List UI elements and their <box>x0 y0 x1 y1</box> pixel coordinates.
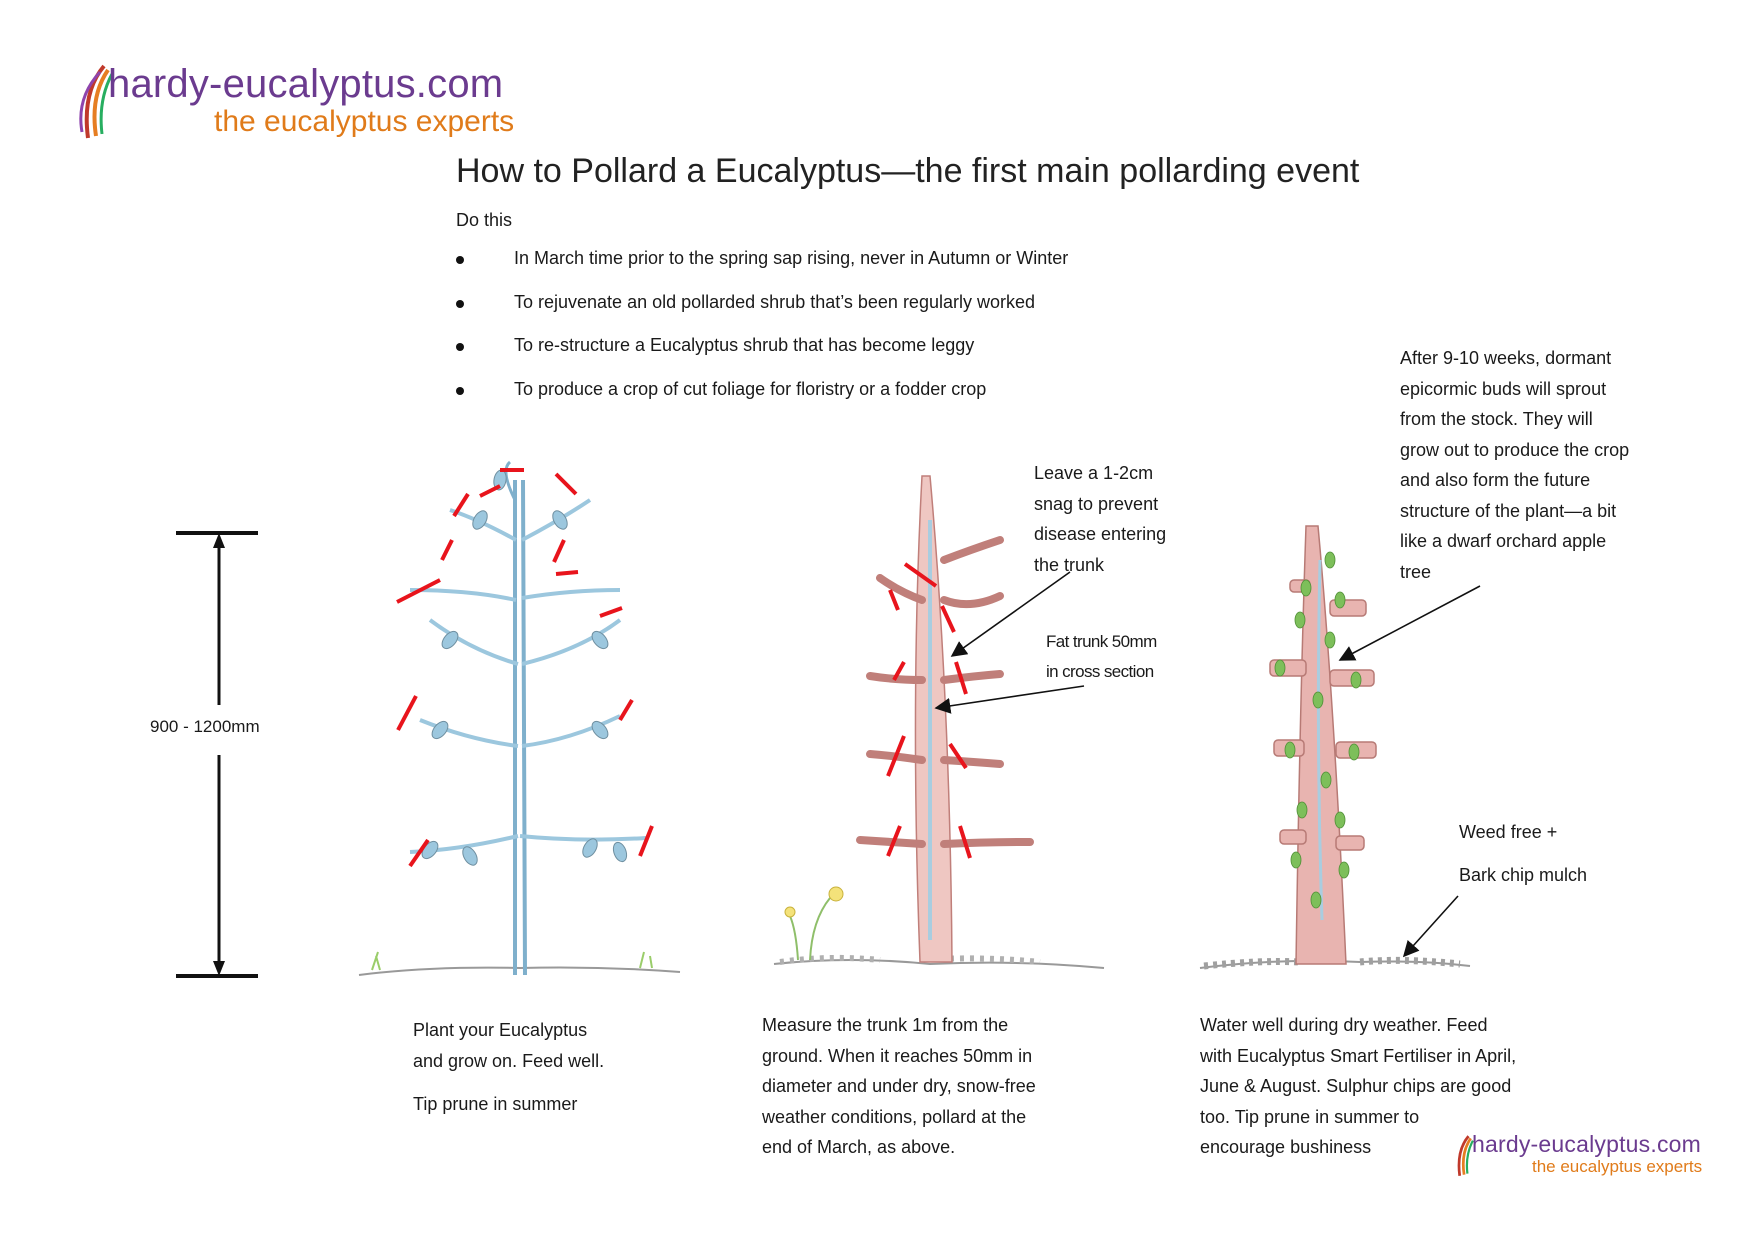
fat-trunk-annotation: Fat trunk 50mm in cross section <box>1046 632 1157 681</box>
step-1-caption: Plant your Eucalyptus and grow on. Feed well. <box>413 1020 605 1071</box>
brand-name: hardy-eucalyptus.com <box>1472 1131 1701 1157</box>
page-title: How to Pollard a Eucalyptus—the first main pollarding event <box>456 152 1360 190</box>
step-2-caption: Measure the trunk 1m from the ground. When it reaches 50mm in diameter and under dry, snow-free weather conditions, pollard at the end of March, as above. <box>762 1015 1036 1157</box>
mulch-annotation: Bark chip mulch <box>1459 865 1588 885</box>
intro-text: Do this <box>456 210 513 230</box>
bullet-item: To produce a crop of cut foliage for floristry or a fodder crop <box>456 379 1068 423</box>
step-3-caption: Water well during dry weather. Feed with Eucalyptus Smart Fertiliser in April, June & August. Sulphur chips are good too. Tip prune in summer to encourage bushiness <box>1200 1015 1517 1157</box>
young-tree-drawing <box>359 462 680 975</box>
brand-logo-bottom <box>1452 1131 1703 1191</box>
bullet-item: To rejuvenate an old pollarded shrub that’s been regularly worked <box>456 292 1068 336</box>
buds-annotation: After 9-10 weeks, dormant epicormic buds will sprout from the stock. They will grow out to produce the crop and also form the future structure of the plant—a bit like a dwarf orchard apple tree <box>1400 348 1630 582</box>
resprouting-trunk-drawing <box>1200 526 1470 968</box>
dimension-label: 900 - 1200mm <box>150 717 260 736</box>
brand-name: hardy-eucalyptus.com <box>108 62 504 106</box>
weed-free-annotation: Weed free + <box>1459 822 1558 842</box>
snag-annotation: Leave a 1-2cm snag to prevent disease entering the trunk <box>1034 463 1167 575</box>
annotation-arrows <box>936 572 1480 956</box>
bullet-item: In March time prior to the spring sap rising, never in Autumn or Winter <box>456 248 1068 292</box>
step-1-extra: Tip prune in summer <box>413 1094 578 1114</box>
dimension-arrow-icon <box>176 533 258 976</box>
brand-tagline: the eucalyptus experts <box>214 105 515 138</box>
bullet-item: To re-structure a Eucalyptus shrub that has become leggy <box>456 335 1068 379</box>
brand-tagline: the eucalyptus experts <box>1532 1157 1703 1176</box>
eucalyptus-leaf-logo-icon <box>1452 1131 1474 1181</box>
